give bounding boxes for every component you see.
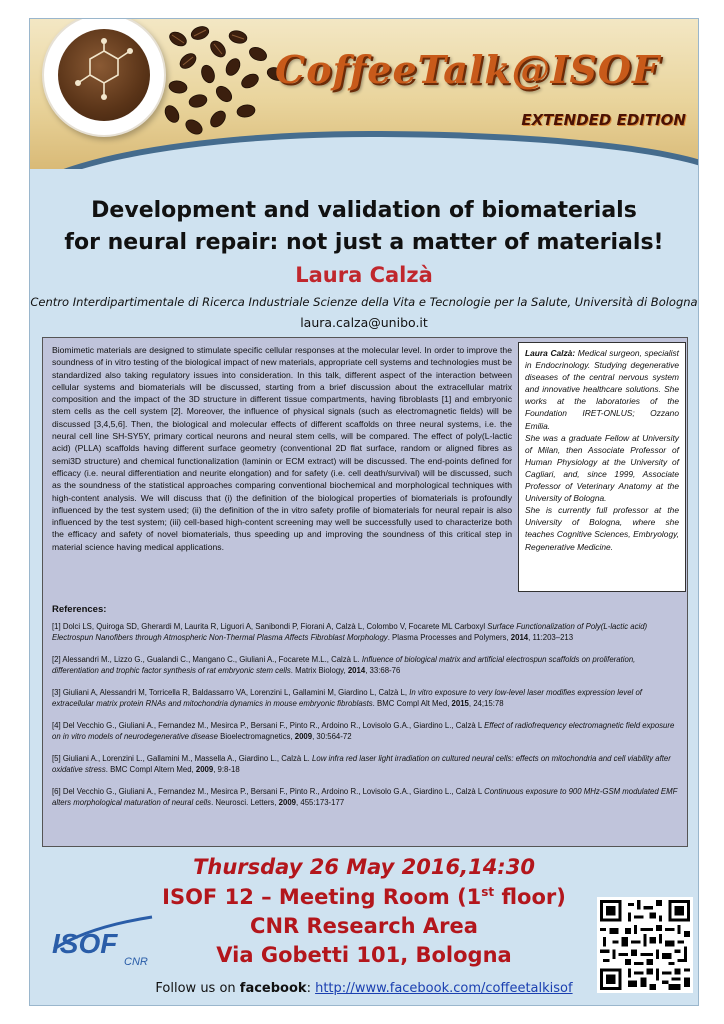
coffee-cup-icon [42,19,166,137]
ref-year: 2014 [510,632,529,642]
ref-authors: [5] Giuliani A., Lorenzini L., Gallamini M., Massella A., Giardino L., Calzà L. [52,754,313,763]
ref-authors: [2] Alessandri M., Lizzo G., Gualandi C., Mangano C., Giuliani A., Focarete M.L., Calzà L. [52,655,362,664]
logo-main-text: ISOF [52,928,118,959]
ref-pages: , 455:173-177 [296,797,345,807]
speaker-email: laura.calza@unibo.it [300,315,428,330]
ref-source: Bioelectromagnetics, [218,731,295,741]
reference-item [52,622,678,643]
ref-year: 2009 [195,764,214,774]
event-area: CNR Research Area [250,914,478,938]
ref-source: . Plasma Processes and Polymers, [387,632,511,642]
ref-source: . Neurosci. Letters, [211,797,279,807]
ref-title: Continuous exposure to 900 MHz-GSM modulated EMF alters morphological maturation of neural cells [52,787,678,807]
follow-text: Follow us on [155,981,240,996]
facebook-link[interactable]: http://www.facebook.com/coffeetalkisof [315,981,573,996]
reference-item [52,688,678,709]
ref-year: 2009 [294,731,313,741]
ref-title: Effect of radiofrequency electromagnetic field exposure on in vitro models of neurodegenerative disease [52,721,675,741]
references-heading: References: [52,604,107,615]
reference-item [52,655,678,676]
ref-pages: , 24;15:78 [468,698,504,708]
event-series-title: CoffeeTalk@ISOF [275,47,660,92]
speaker-name: Laura Calzà [295,263,433,287]
talk-title [30,195,698,259]
isof-cnr-logo [48,909,158,969]
bio-name: Laura Calzà: [525,348,576,358]
ref-title: Low infra red laser light irradiation on cultured neural cells: effects on mitochondria and cell viability after oxidative stress [52,754,671,774]
ref-source: . BMC Compl Alt Med, [372,698,452,708]
reference-item [52,787,678,808]
ref-title: Surface Functionalization of Poly(L-lactic acid) Electrospun Nanofibers through Atmospheric Non-Thermal Plasma Affects Fibroblast Morphology [52,622,648,642]
talk-title-line2: for neural repair: not just a matter of materials! [64,230,664,255]
bio-paragraph-1 [525,347,679,432]
event-address: Via Gobetti 101, Bologna [216,943,512,967]
qr-code-icon[interactable] [597,897,693,993]
ref-authors: [1] Dolci LS, Quiroga SD, Gherardi M, Laurita R, Liguori A, Sanibondi P, Fiorani A, Calzà L, Colombo V, Focarete ML Carboxyl [52,622,488,631]
bio-paragraph-3: She is currently full professor at the University of Bologna, where she teaches Cognitive Sciences, Embryology, Regenerative Medicine. [525,505,679,552]
ref-title: Influence of biological matrix and artificial electrospun scaffolds on proliferation, differentiation and trophic factor synthesis of rat embryonic stem cells [52,655,636,675]
logo-sub-text: CNR [124,956,148,968]
ref-year: 2009 [278,797,297,807]
ref-authors: [3] Giuliani A, Alessandri M, Torricella R, Baldassarro VA, Lorenzini L, Gallamini M, Giardino L, Calzà L, [52,688,410,697]
references-list [52,622,678,820]
event-series-subtitle: EXTENDED EDITION [521,111,686,129]
ref-source: . Matrix Biology, [290,665,348,675]
header-banner [30,19,698,169]
abstract-panel [42,337,688,847]
ref-pages: , 30:564-72 [312,731,352,741]
ref-pages: , 9:8-18 [213,764,240,774]
event-room-text: ISOF 12 – Meeting Room (1 [162,885,482,909]
talk-title-line1: Development and validation of biomaterials [91,198,637,223]
event-room-floor: floor) [494,885,566,909]
facebook-label: facebook [239,981,307,996]
ref-year: 2014 [347,665,366,675]
bio-paragraph-2: She was a graduate Fellow at University of Milan, then Associate Professor of Human Physiology at the University of Cagliari, and, since 1999, Associate Professor of Veterinary Anatomy at the University of Bologna. [525,432,679,504]
speaker-bio-box [518,342,686,592]
reference-item [52,754,678,775]
ref-pages: , 11:203–213 [528,632,574,642]
bio-text-1: Medical surgeon, specialist in Endocrinology. Studying degenerative diseases of the central nervous system and innovative healthcare solutions. She works at the laboratories of the Foundation IRET-ONLUS; Ozzano Emilia. [525,348,679,431]
reference-item [52,721,678,742]
ref-authors: [4] Del Vecchio G., Giuliani A., Fernandez M., Mesirca P., Bersani F., Pinto R., Ardoino R., Lovisolo G.A., Giardino L., Calzà L [52,721,485,730]
ref-year: 2015 [451,698,469,708]
ref-title: In vitro exposure to very low-level laser modifies expression level of extracellular matrix protein RNAs and mitochondria dynamics in mouse embryonic fibroblasts [52,688,642,708]
ref-source: . BMC Compl Altern Med, [105,764,196,774]
ref-pages: , 33:68-76 [365,665,401,675]
event-date: Thursday 26 May 2016,14:30 [193,855,535,879]
poster [29,18,699,1006]
event-room-sup: st [481,885,495,899]
follow-colon: : [306,981,316,996]
ref-authors: [6] Del Vecchio G., Giuliani A., Fernandez M., Mesirca P., Bersani F., Pinto R., Ardoino R., Lovisolo G.A., Giardino L., Calzà L [52,787,485,796]
speaker-affiliation: Centro Interdipartimentale di Ricerca Industriale Scienze della Vita e Tecnologie per la Salute, Università di Bologna [30,295,698,309]
abstract-text: Biomimetic materials are designed to stimulate specific cellular responses at the molecular level. In order to improve the soundness of in vitro testing of the biological impact of new materials, appropriate cell systems and technologies must be standardized also taking regulatory issues into consideration. In this talk, different aspect of the interaction between cellular systems and biomaterials will be discussed, starting from a brief discussion about the extracellular matrix composition and the impact of the 3D structure in different tissue compartments, having fibroblasts [1] and embryonic stem cells as the cell system [2]. Moreover, the influence of physical signals (such as electromagnetic fields) will be discussed [3,4,5,6]. Then, the biological and molecular effects of different scaffolds on three neural systems, i.e. the neural cell line SH-SY5Y, primary cortical neurons and neural stem cells, will be compared. The effect of poly(L-lactic acid) (PLLA) scaffolds having different surface geometry (conventional 2D flat surface, random or aligned fibres as semi3D structure) and chemical functionalization (laminin or ECM extract) will be discussed. The end-points defined for efficacy (i.e. neural differentiation and neurite elongation) and for safety (i.e. cell death/survival) will be discussed, such as the soundness of the statistical approaches comparing conventional biochemical and morphological techniques with high-content analysis. We will discuss that (i) the definition of the biological properties of biomaterials is profoundly influenced by the test system used; (ii) the definition of the in vitro safety profile of biomaterials for neural repair is also influenced by the test system; (iii) cell-based high-content screening may well be successfully used to characterize both the efficacy and safety of novel biomaterials, thus speeding up and improving the soundness of this critical step in material science having medical applications. [52,345,512,552]
